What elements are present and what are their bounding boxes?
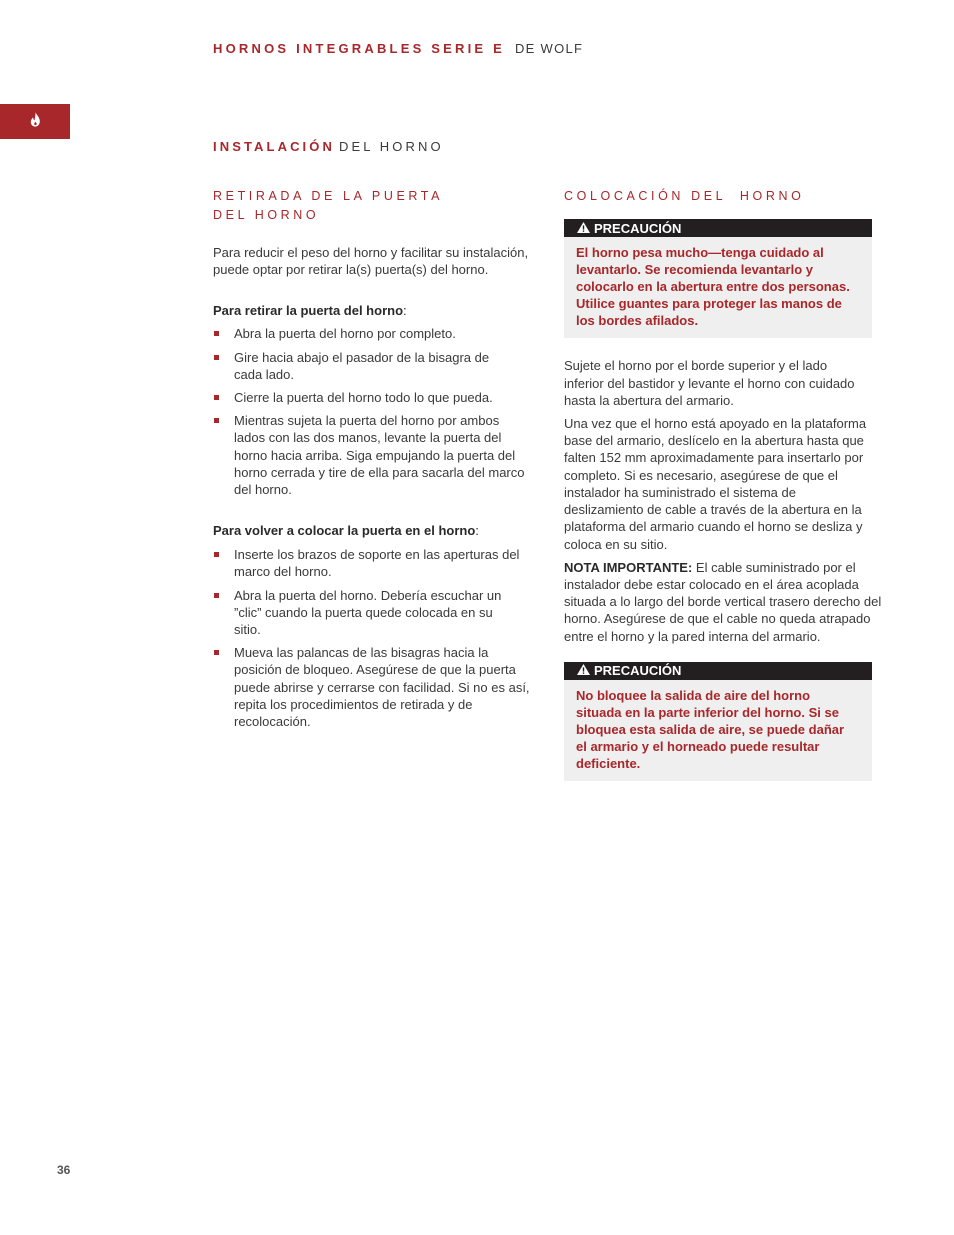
oven-placement-heading: COLOCACIÓN DEL HORNO [564,189,805,203]
bullet-marker [214,355,219,360]
step-text: Abra la puerta del horno. Debería escuchar un ”clic” cuando la puerta quede colocada en su sitio. [234,587,502,638]
list-item [213,325,533,342]
important-note-text: El cable suministrado por el instalador debe estar colocado en el área acoplada situada a lo largo del borde vertical trasero derecho del horno. Asegúrese de que el cable no queda atrapado entre el horno y la pared interna del armario. [564,559,882,644]
bullet-marker [214,331,219,336]
list-item [213,389,533,406]
caution-box-weight [564,219,872,338]
step-text: Gire hacia abajo el pasador de la bisagra de cada lado. [234,349,490,382]
section-title-light: DEL HORNO [338,139,444,154]
remove-door-label-colon: : [403,303,407,319]
list-item [213,546,533,580]
page-number: 36 [57,1163,71,1177]
step-text: Inserte los brazos de soporte en las aperturas del marco del horno. [234,547,520,580]
step-text: Cierre la puerta del horno todo lo que pueda. [234,390,493,406]
caution-label: PRECAUCIÓN [594,220,682,236]
step-text: Mientras sujeta la puerta del horno por ambos lados con las dos manos, levante la puerta del horno hacia arriba. Siga empujando la puerta del horno cerrada y tire de ella para sacarla del marco del horno. [234,413,525,498]
remove-door-label [213,302,533,319]
header-series-title: HORNOS INTEGRABLES SERIE E [213,41,505,56]
bullet-marker [214,395,219,400]
bullet-marker [214,593,219,598]
section-title [213,139,444,154]
caution-header [564,219,872,237]
warning-triangle-icon [577,663,594,678]
right-column [564,187,884,781]
list-item [213,412,533,498]
section-title-bold: INSTALACIÓN [213,139,335,154]
caution-label: PRECAUCIÓN [594,663,682,679]
step-text: Mueva las palancas de las bisagras hacia la posición de bloqueo. Asegúrese de que la puerta puede abrirse y cerrarse con facilidad. Si no es así, repita los procedimientos de retirada y de recolocación. [234,645,530,730]
replace-door-label-text: Para volver a colocar la puerta en el horno [213,523,476,539]
bullet-marker [214,552,219,557]
important-note [564,559,884,645]
bullet-marker [214,650,219,655]
bullet-marker [214,418,219,423]
replace-door-label [213,522,533,539]
warning-triangle-icon [577,221,594,236]
door-removal-heading: RETIRADA DE LA PUERTA DEL HORNO [213,189,443,222]
caution-text: No bloquee la salida de aire del horno situada en la parte inferior del horno. Si se bloquea esta salida de aire, se puede dañar el armario y el horneado puede resultar deficiente. [564,680,872,781]
remove-door-label-text: Para retirar la puerta del horno [213,303,404,319]
running-header [213,41,583,56]
list-item [213,587,533,639]
replace-door-label-colon: : [475,523,479,539]
replace-door-steps [213,546,533,730]
oven-placement-para-2: Una vez que el horno está apoyado en la plataforma base del armario, deslícelo en la abertura hasta que falten 152 mm aproximadamente para insertarlo por completo. Si es necesario, asegúrese de que el instalador ha suministrado el sistema de deslizamiento de cable a través de la abertura en la plataforma del armario cuando el horno se desliza y coloca en su sitio. [564,416,867,552]
header-brand: DE WOLF [514,41,584,56]
list-item [213,644,533,730]
door-removal-intro: Para reducir el peso del horno y facilitar su instalación, puede optar por retirar la(s) puerta(s) del horno. [213,245,529,278]
oven-placement-para-1: Sujete el horno por el borde superior y el lado inferior del bastidor y levante el horno con cuidado hasta la abertura del armario. [564,358,855,408]
remove-door-steps [213,325,533,498]
flame-icon [30,112,41,132]
section-tab [0,104,70,139]
caution-box-air-vent [564,662,872,781]
important-note-label: NOTA IMPORTANTE: [564,559,693,575]
caution-text: El horno pesa mucho—tenga cuidado al levantarlo. Se recomienda levantarlo y colocarlo en la abertura entre dos personas. Utilice guantes para proteger las manos de los bordes afilados. [564,237,872,338]
caution-header [564,662,872,680]
step-text: Abra la puerta del horno por completo. [234,326,456,342]
left-column [213,187,533,736]
list-item [213,349,533,383]
